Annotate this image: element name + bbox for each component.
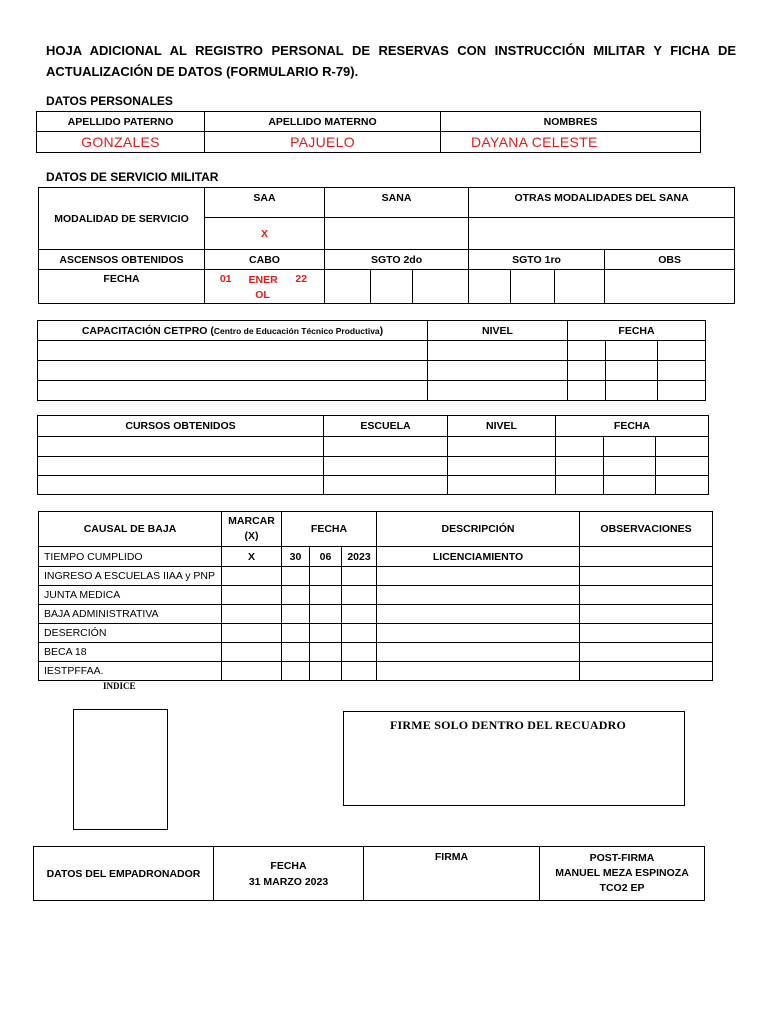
cursos-cell[interactable] <box>556 476 604 495</box>
cabo-year[interactable]: 22 <box>279 270 325 304</box>
fecha-month[interactable] <box>310 586 342 605</box>
postfirma-rank: TCO2 EP <box>599 882 645 894</box>
cetpro-cell[interactable] <box>428 381 568 401</box>
obs-header: OBS <box>605 250 735 270</box>
marcar-cell[interactable] <box>222 567 282 586</box>
fecha-year[interactable] <box>342 624 377 643</box>
sgto2-day[interactable] <box>325 270 371 304</box>
cetpro-cell[interactable] <box>568 341 606 361</box>
empadronador-fecha <box>214 847 364 901</box>
nombres-value[interactable]: DAYANA CELESTE <box>441 132 701 153</box>
descripcion-cell[interactable] <box>377 662 580 681</box>
empadronador-table <box>33 846 705 901</box>
cursos-cell[interactable] <box>604 437 656 457</box>
cetpro-cell[interactable] <box>428 361 568 381</box>
table-row <box>39 662 713 681</box>
cetpro-cell[interactable] <box>568 381 606 401</box>
descripcion-cell[interactable] <box>377 605 580 624</box>
military-service-heading: DATOS DE SERVICIO MILITAR <box>46 170 219 184</box>
empadronador-postfirma <box>540 847 705 901</box>
fecha-day[interactable] <box>282 567 310 586</box>
signature-box-label: FIRME SOLO DENTRO DEL RECUADRO <box>390 718 627 732</box>
personal-data-table <box>36 111 701 153</box>
cetpro-cell[interactable] <box>38 341 428 361</box>
empadronador-fecha-label: FECHA <box>270 859 307 872</box>
table-row <box>38 341 706 361</box>
causal-label: JUNTA MEDICA <box>39 586 222 605</box>
fingerprint-box[interactable] <box>73 709 168 830</box>
table-row <box>39 605 713 624</box>
empadronador-fecha-value: 31 MARZO 2023 <box>248 875 329 888</box>
observaciones-cell[interactable] <box>580 605 713 624</box>
descripcion-cell[interactable] <box>377 567 580 586</box>
sana-mark[interactable] <box>325 218 469 250</box>
sgto1-day[interactable] <box>469 270 511 304</box>
fecha-month[interactable]: 06 <box>310 547 342 567</box>
cetpro-cell[interactable] <box>38 381 428 401</box>
fecha-day[interactable]: 30 <box>282 547 310 567</box>
cetpro-header <box>38 321 428 341</box>
cursos-cell[interactable] <box>38 476 324 495</box>
baja-fecha-header: FECHA <box>282 512 377 547</box>
modalidad-servicio-label: MODALIDAD DE SERVICIO <box>39 188 205 250</box>
sgto2-year[interactable] <box>413 270 469 304</box>
fecha-month[interactable] <box>310 567 342 586</box>
cursos-cell[interactable] <box>656 457 709 476</box>
causal-label: BECA 18 <box>39 643 222 662</box>
cabo-month[interactable]: ENER OL <box>247 270 279 304</box>
table-row <box>38 361 706 381</box>
table-row <box>38 457 709 476</box>
descripcion-header: DESCRIPCIÓN <box>377 512 580 547</box>
cetpro-cell[interactable] <box>428 341 568 361</box>
saa-header: SAA <box>205 188 325 218</box>
fecha-year[interactable] <box>342 605 377 624</box>
causal-label: DESERCIÓN <box>39 624 222 643</box>
cetpro-cell[interactable] <box>568 361 606 381</box>
fecha-year[interactable] <box>342 586 377 605</box>
cursos-cell[interactable] <box>448 437 556 457</box>
military-service-table <box>38 187 735 304</box>
fecha-day[interactable] <box>282 586 310 605</box>
cursos-cell[interactable] <box>604 457 656 476</box>
signature-box[interactable] <box>343 711 685 806</box>
fecha-label: FECHA <box>39 270 205 304</box>
sgto1-year[interactable] <box>555 270 605 304</box>
fecha-day[interactable] <box>282 624 310 643</box>
cursos-cell[interactable] <box>38 437 324 457</box>
cursos-table <box>37 415 709 495</box>
apellido-materno-header: APELLIDO MATERNO <box>205 112 441 132</box>
table-row <box>38 437 709 457</box>
apellido-materno-value[interactable]: PAJUELO <box>205 132 441 153</box>
table-row <box>39 567 713 586</box>
causal-baja-table <box>38 511 713 681</box>
empadronador-firma[interactable]: FIRMA <box>364 847 540 901</box>
cetpro-fecha-header: FECHA <box>568 321 706 341</box>
obs-value[interactable] <box>605 270 735 304</box>
cetpro-cell[interactable] <box>658 361 706 381</box>
fecha-month[interactable] <box>310 643 342 662</box>
cetpro-cell[interactable] <box>658 381 706 401</box>
personal-data-heading: DATOS PERSONALES <box>46 94 173 108</box>
observaciones-cell[interactable] <box>580 567 713 586</box>
nombres-header: NOMBRES <box>441 112 701 132</box>
observaciones-cell[interactable] <box>580 662 713 681</box>
cursos-cell[interactable] <box>324 437 448 457</box>
fecha-month[interactable] <box>310 605 342 624</box>
cetpro-table <box>37 320 706 401</box>
cetpro-cell[interactable] <box>606 361 658 381</box>
cursos-cell[interactable] <box>556 457 604 476</box>
cetpro-cell[interactable] <box>658 341 706 361</box>
fecha-day[interactable] <box>282 643 310 662</box>
causal-label: BAJA ADMINISTRATIVA <box>39 605 222 624</box>
table-row <box>38 476 709 495</box>
sgto2-month[interactable] <box>371 270 413 304</box>
cursos-cell[interactable] <box>656 476 709 495</box>
observaciones-cell[interactable] <box>580 547 713 567</box>
observaciones-cell[interactable] <box>580 586 713 605</box>
cetpro-header-paren-close: ) <box>379 324 384 337</box>
cetpro-cell[interactable] <box>38 361 428 381</box>
cursos-cell[interactable] <box>448 476 556 495</box>
fecha-year[interactable] <box>342 662 377 681</box>
fecha-month[interactable] <box>310 662 342 681</box>
descripcion-cell[interactable] <box>377 624 580 643</box>
marcar-cell[interactable] <box>222 586 282 605</box>
marcar-cell[interactable] <box>222 643 282 662</box>
cabo-day[interactable]: 01 <box>205 270 247 304</box>
cursos-escuela-header: ESCUELA <box>324 416 448 437</box>
ascensos-label: ASCENSOS OBTENIDOS <box>39 250 205 270</box>
causal-label: IESTPFFAA. <box>39 662 222 681</box>
descripcion-cell[interactable]: LICENCIAMIENTO <box>377 547 580 567</box>
fecha-day[interactable] <box>282 662 310 681</box>
otras-modalidades-header: OTRAS MODALIDADES DEL SANA <box>469 188 735 218</box>
table-row <box>39 643 713 662</box>
marcar-cell[interactable] <box>222 662 282 681</box>
causal-label: TIEMPO CUMPLIDO <box>39 547 222 567</box>
cursos-nivel-header: NIVEL <box>448 416 556 437</box>
form-title: HOJA ADICIONAL AL REGISTRO PERSONAL DE RESERVAS CON INSTRUCCIÓN MILITAR Y FICHA DE ACTUALIZACIÓN DE DATOS (FORMULARIO R-79). <box>46 43 736 79</box>
empadronador-label: DATOS DEL EMPADRONADOR <box>34 847 214 901</box>
apellido-paterno-value[interactable]: GONZALES <box>37 132 205 153</box>
cabo-header: CABO <box>205 250 325 270</box>
sgto2-header: SGTO 2do <box>325 250 469 270</box>
observaciones-cell[interactable] <box>580 643 713 662</box>
cetpro-header-main: CAPACITACIÓN CETPRO <box>81 324 208 337</box>
table-row <box>39 586 713 605</box>
marcar-header: MARCAR (X) <box>222 512 282 547</box>
causal-header: CAUSAL DE BAJA <box>39 512 222 547</box>
cetpro-cell[interactable] <box>606 341 658 361</box>
sgto1-month[interactable] <box>511 270 555 304</box>
descripcion-cell[interactable] <box>377 643 580 662</box>
fecha-month[interactable] <box>310 624 342 643</box>
cursos-fecha-header: FECHA <box>556 416 709 437</box>
descripcion-cell[interactable] <box>377 586 580 605</box>
cursos-header: CURSOS OBTENIDOS <box>38 416 324 437</box>
cetpro-cell[interactable] <box>606 381 658 401</box>
table-row <box>38 381 706 401</box>
cursos-cell[interactable] <box>604 476 656 495</box>
fecha-year[interactable] <box>342 643 377 662</box>
causal-label: INGRESO A ESCUELAS IIAA y PNP <box>39 567 222 586</box>
cetpro-nivel-header: NIVEL <box>428 321 568 341</box>
cursos-cell[interactable] <box>656 437 709 457</box>
marcar-cell[interactable] <box>222 605 282 624</box>
postfirma-label: POST-FIRMA <box>589 852 655 864</box>
fecha-year[interactable]: 2023 <box>342 547 377 567</box>
cetpro-header-paren-open: ( <box>210 324 214 337</box>
postfirma-name: MANUEL MEZA ESPINOZA <box>555 867 689 879</box>
cursos-cell[interactable] <box>38 457 324 476</box>
observaciones-header: OBSERVACIONES <box>580 512 713 547</box>
marcar-cell[interactable] <box>222 624 282 643</box>
observaciones-cell[interactable] <box>580 624 713 643</box>
saa-mark[interactable]: X <box>205 218 325 250</box>
otras-modalidades-mark[interactable] <box>469 218 735 250</box>
sgto1-header: SGTO 1ro <box>469 250 605 270</box>
cursos-cell[interactable] <box>448 457 556 476</box>
fecha-year[interactable] <box>342 567 377 586</box>
cursos-cell[interactable] <box>324 476 448 495</box>
table-row <box>39 624 713 643</box>
indice-label: INDICE <box>103 681 136 691</box>
table-row <box>39 547 713 567</box>
marcar-cell[interactable]: X <box>222 547 282 567</box>
cursos-cell[interactable] <box>324 457 448 476</box>
cursos-cell[interactable] <box>556 437 604 457</box>
sana-header: SANA <box>325 188 469 218</box>
fecha-day[interactable] <box>282 605 310 624</box>
cetpro-header-sub: Centro de Educación Técnico Productiva <box>213 325 380 336</box>
apellido-paterno-header: APELLIDO PATERNO <box>37 112 205 132</box>
